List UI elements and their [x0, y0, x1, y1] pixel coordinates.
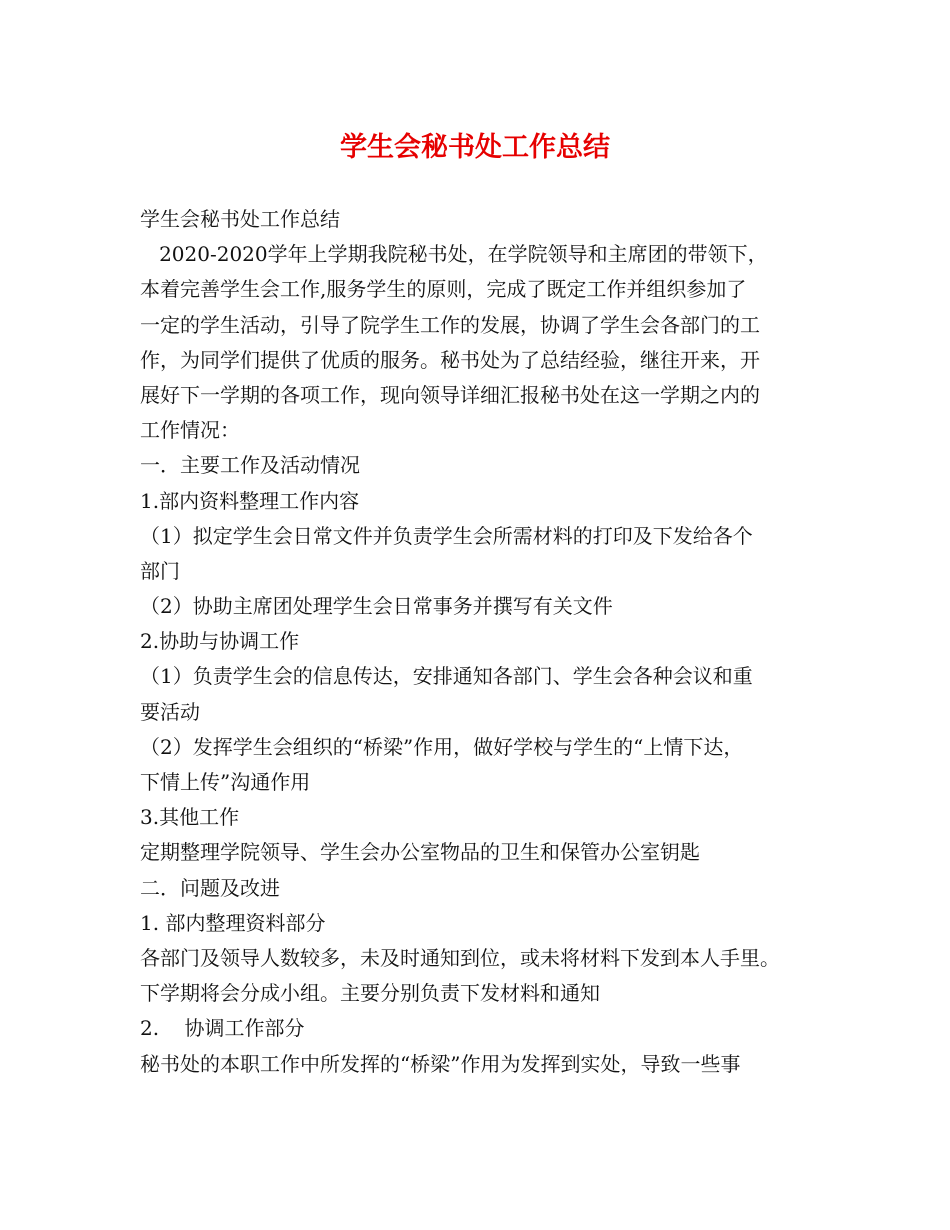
body-line: （1）负责学生会的信息传达，安排通知各部门、学生会各种会议和重: [140, 664, 753, 689]
body-line: 本着完善学生会工作,服务学生的原则，完成了既定工作并组织参加了: [140, 277, 747, 302]
body-line: 2. 协调工作部分: [140, 1016, 305, 1041]
body-line: 工作情况：: [140, 418, 240, 443]
body-line: 二．问题及改进: [140, 875, 280, 900]
body-line: 1. 部内整理资料部分: [140, 910, 326, 935]
body-line: 学生会秘书处工作总结: [140, 207, 340, 231]
body-line: （1）拟定学生会日常文件并负责学生会所需材料的打印及下发给各个: [140, 523, 753, 548]
body-line: 作，为同学们提供了优质的服务。秘书处为了总结经验，继往开来，开: [140, 347, 760, 372]
body-line: 秘书处的本职工作中所发挥的“桥梁”作用为发挥到实处，导致一些事: [140, 1051, 741, 1076]
body-line: 下学期将会分成小组。主要分别负责下发材料和通知: [140, 981, 600, 1006]
body-line: （2）协助主席团处理学生会日常事务并撰写有关文件: [140, 594, 613, 619]
body-line: 1.部内资料整理工作内容: [140, 488, 360, 513]
body-line: 一定的学生活动，引导了院学生工作的发展，协调了学生会各部门的工: [140, 312, 760, 337]
body-line: 下情上传”沟通作用: [140, 770, 311, 794]
body-line: （2）发挥学生会组织的“桥梁”作用，做好学校与学生的“上情下达，: [140, 734, 744, 759]
body-line: 2020-2020学年上学期我院秘书处，在学院领导和主席团的带领下，: [140, 242, 768, 267]
document-title: 学生会秘书处工作总结: [340, 132, 610, 163]
document-body: [140, 202, 820, 1082]
body-line: 3.其他工作: [140, 805, 240, 830]
body-line: 部门: [140, 558, 180, 583]
body-line: 2.协助与协调工作: [140, 629, 300, 654]
body-line: 各部门及领导人数较多，未及时通知到位，或未将材料下发到本人手里。: [140, 945, 780, 970]
body-line: 定期整理学院领导、学生会办公室物品的卫生和保管办公室钥匙: [140, 840, 700, 865]
body-line: 要活动: [140, 699, 200, 724]
body-line: 一．主要工作及活动情况: [140, 453, 360, 478]
body-line: 展好下一学期的各项工作，现向领导详细汇报秘书处在这一学期之内的: [140, 382, 760, 407]
